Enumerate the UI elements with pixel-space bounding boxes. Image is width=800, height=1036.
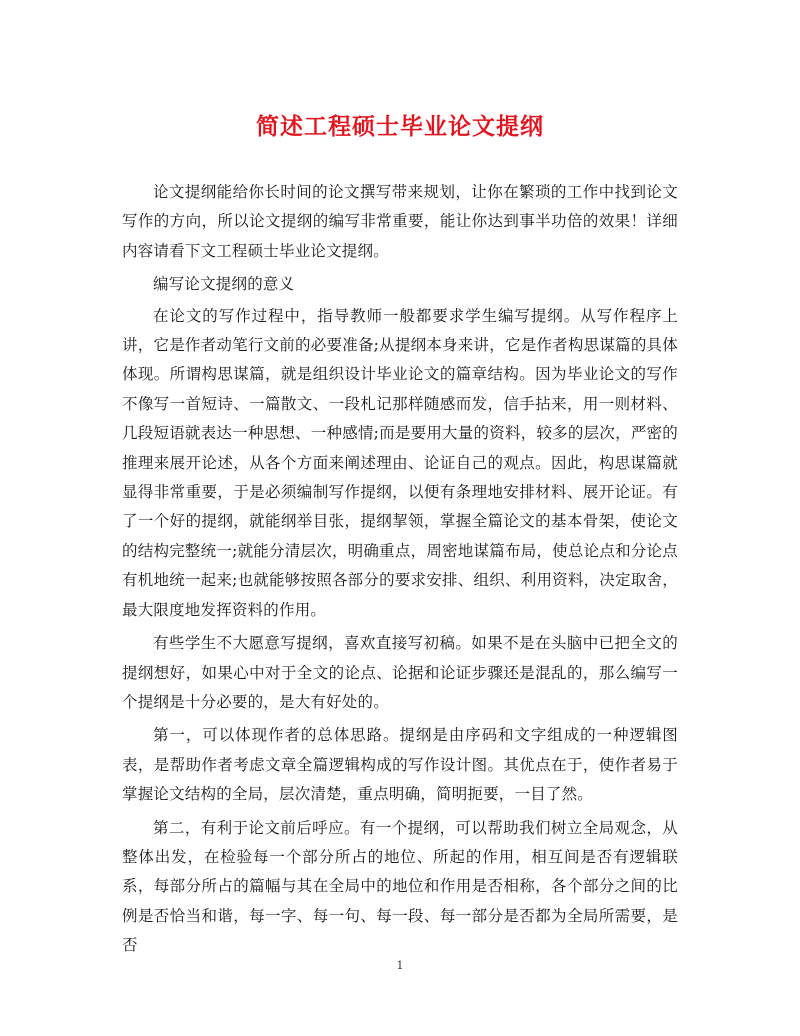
paragraph-reluctance: 有些学生不大愿意写提纲，喜欢直接写初稿。如果不是在头脑中已把全文的提纲想好，如果心中对于全文的论点、论据和论证步骤还是混乱的，那么编写一个提纲是十分必要的，是大有好处的。 <box>122 634 678 711</box>
section-heading: 编写论文提纲的意义 <box>153 275 295 294</box>
paragraph-significance: 在论文的写作过程中，指导教师一般都要求学生编写提纲。从写作程序上讲，它是作者动笔行文前的必要准备;从提纲本身来讲，它是作者构思谋篇的具体体现。所谓构思谋篇，就是组织设计毕业论文的篇章结构。因为毕业论文的写作不像写一首短诗、一篇散文、一段札记那样随感而发，信手拈来，用一则材料、几段短语就表达一种思想、一种感情;而是要用大量的资料，较多的层次，严密的推理来展开论述，从各个方面来阐述理由、论证自己的观点。因此，构思谋篇就显得非常重要，于是必须编制写作提纲，以便有条理地安排材料、展开论证。有了一个好的提纲，就能纲举目张，提纲挈领，掌握全篇论文的基本骨架，使论文的结构完整统一;就能分清层次，明确重点，周密地谋篇布局，使总论点和分论点有机地统一起来;也就能够按照各部分的要求安排、组织、利用资料，决定取舍，最大限度地发挥资料的作用。 <box>122 306 678 619</box>
document-body <box>122 178 678 965</box>
page-number: 1 <box>396 959 404 972</box>
page-title: 简述工程硕士毕业论文提纲 <box>256 113 544 140</box>
paragraph-intro: 论文提纲能给你长时间的论文撰写带来规划，让你在繁琐的工作中找到论文写作的方向，所以论文提纲的编写非常重要，能让你达到事半功倍的效果！详细内容请看下文工程硕士毕业论文提纲。 <box>122 183 678 260</box>
paragraph-point-one: 第一，可以体现作者的总体思路。提纲是由序码和文字组成的一种逻辑图表，是帮助作者考虑文章全篇逻辑构成的写作设计图。其优点在于，使作者易于掌握论文结构的全局，层次清楚，重点明确，简明扼要，一目了然。 <box>122 726 678 804</box>
paragraph-point-two: 第二，有利于论文前后呼应。有一个提纲，可以帮助我们树立全局观念，从整体出发，在检验每一个部分所占的地位、所起的作用，相互间是否有逻辑联系，每部分所占的篇幅与其在全局中的地位和作用是否相称，各个部分之间的比例是否恰当和谐，每一字、每一句、每一段、每一部分是否都为全局所需要，是否 <box>122 818 678 955</box>
